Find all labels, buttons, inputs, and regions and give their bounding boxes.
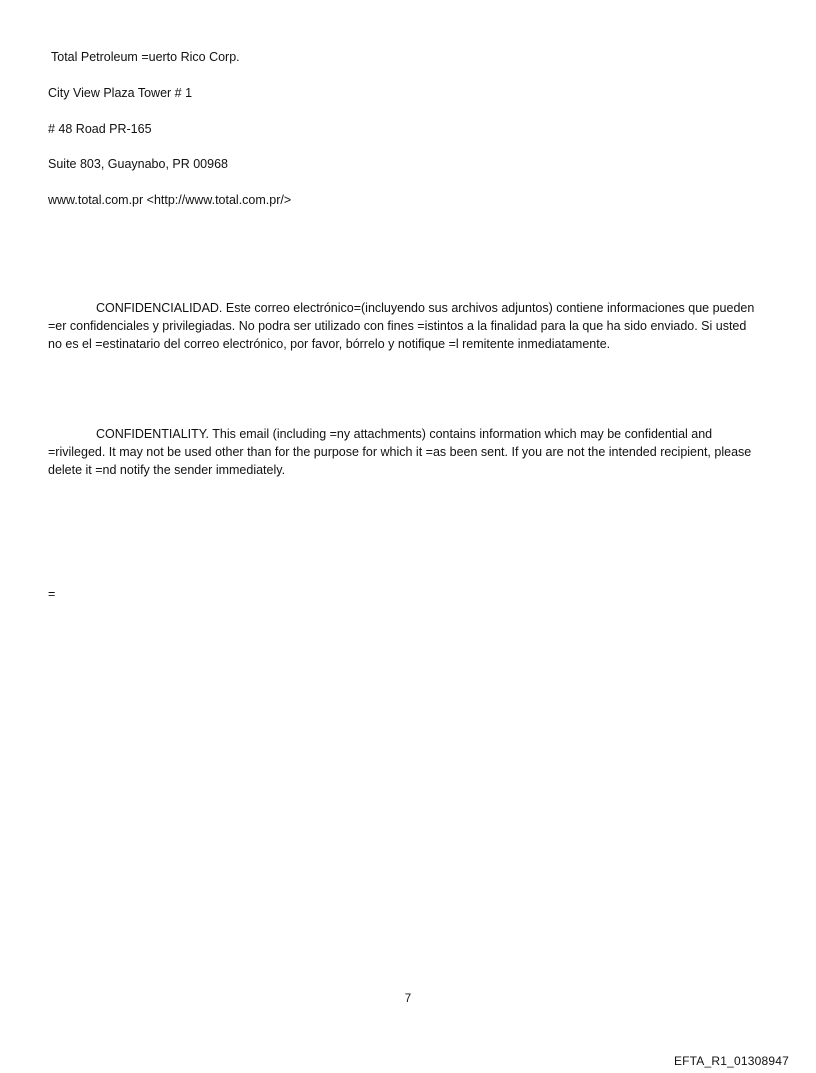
suite-address: Suite 803, Guaynabo, PR 00968 bbox=[48, 157, 228, 171]
building-address: City View Plaza Tower # 1 bbox=[48, 86, 193, 100]
page-number: 7 bbox=[404, 993, 412, 1005]
spanish-confidentiality-notice: CONFIDENCIALIDAD. Este correo electrónico=(incluyendo sus archivos adjuntos) contiene informaciones que pueden =er confidenciales y privilegiadas. No podra ser utilizado con fines =istintos a la finalidad para la que ha sido enviado. Si usted no es el =estinatario del correo electrónico, por favor, bórrelo y notifique =l remitente inmediatamente. bbox=[48, 301, 755, 351]
document-id: EFTA_R1_01308947 bbox=[673, 1054, 789, 1068]
english-confidentiality-notice: CONFIDENTIALITY. This email (including =ny attachments) contains information which may be confidential and =rivileged. It may not be used other than for the purpose for which it =as been sent. If you are not the intended recipient, please delete it =nd notify the sender immediately. bbox=[48, 427, 752, 477]
road-address: # 48 Road PR-165 bbox=[48, 122, 152, 136]
company-name: Total Petroleum =uerto Rico Corp. bbox=[51, 50, 240, 64]
trailing-equals-mark: = bbox=[48, 587, 56, 601]
website-link[interactable]: www.total.com.pr <http://www.total.com.pr/> bbox=[48, 193, 292, 207]
